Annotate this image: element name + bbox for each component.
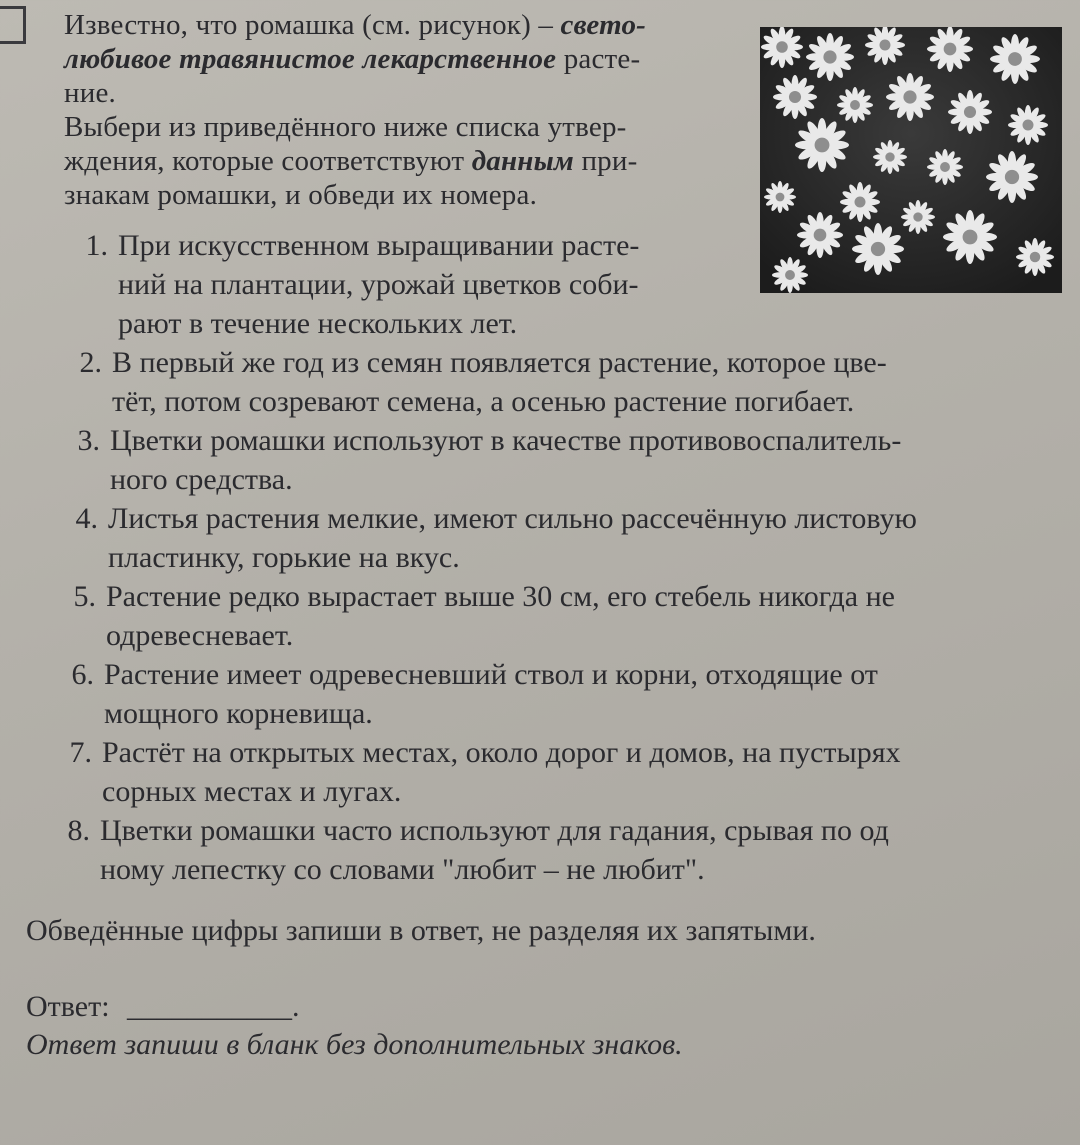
intro-line-3: ние. xyxy=(64,77,116,109)
answer-note: Ответ запиши в бланк без дополнительных знаков. xyxy=(26,1028,683,1061)
statement-line: Растёт на открытых местах, около дорог и домов, на пустырях xyxy=(102,736,901,769)
intro-line-4: Выбери из приведённого ниже списка утвер- xyxy=(64,111,627,143)
statement-line: тёт, потом созревают семена, а осенью растение погибает. xyxy=(112,385,855,418)
statement-line: пластинку, горькие на вкус. xyxy=(108,541,460,574)
statement-item-7[interactable] xyxy=(40,733,1080,811)
answer-checkbox[interactable] xyxy=(0,6,26,44)
intro-line-6: знакам ромашки, и обведи их номера. xyxy=(64,179,538,211)
intro-line-5: ждения, которые соответствуют данным при- xyxy=(64,145,638,177)
statement-line: Цветки ромашки используют в качестве противовоспалитель- xyxy=(110,424,902,457)
statement-number: 7. xyxy=(69,736,92,769)
statement-item-3[interactable] xyxy=(48,421,1080,499)
statement-line: одревесневает. xyxy=(106,619,294,652)
statement-line: сорных местах и лугах. xyxy=(102,775,402,808)
statement-number: 6. xyxy=(71,658,94,691)
statement-item-1[interactable] xyxy=(56,226,758,343)
statement-line: При искусственном выращивании расте- xyxy=(118,229,640,262)
statement-line: рают в течение нескольких лет. xyxy=(118,307,518,340)
statement-number: 3. xyxy=(77,424,100,457)
instruction-text: Обведённые цифры запиши в ответ, не разделяя их запятыми. xyxy=(26,914,816,947)
statement-line: ному лепестку со словами "любит – не любит". xyxy=(100,853,705,886)
statement-line: Листья растения мелкие, имеют сильно рассечённую листовую xyxy=(108,502,917,535)
statement-item-8[interactable] xyxy=(38,811,1080,889)
intro-line-1: Известно, что ромашка (см. рисунок) – свето- xyxy=(64,9,647,41)
statement-number: 1. xyxy=(85,229,108,262)
statement-number: 8. xyxy=(67,814,90,847)
statement-line: Растение имеет одревесневший ствол и корни, отходящие от xyxy=(104,658,878,691)
statement-number: 2. xyxy=(79,346,102,379)
statement-item-5[interactable] xyxy=(44,577,1080,655)
statement-line: ного средства. xyxy=(110,463,293,496)
statement-list xyxy=(56,226,1080,889)
statement-line: В первый же год из семян появляется растение, которое цве- xyxy=(112,346,887,379)
statement-item-2[interactable] xyxy=(50,343,1080,421)
task-intro xyxy=(64,8,754,212)
statement-line: мощного корневища. xyxy=(104,697,373,730)
statement-number: 4. xyxy=(75,502,98,535)
statement-item-6[interactable] xyxy=(42,655,1080,733)
statement-item-4[interactable] xyxy=(46,499,1080,577)
statement-line: Цветки ромашки часто используют для гадания, срывая по од xyxy=(100,814,889,847)
answer-label: Ответ: xyxy=(26,990,110,1023)
statement-line: Растение редко вырастает выше 30 см, его стебель никогда не xyxy=(106,580,895,613)
statement-number: 5. xyxy=(73,580,96,613)
statement-line: ний на плантации, урожай цветков соби- xyxy=(118,268,639,301)
answer-blank-field[interactable]: ___________. xyxy=(127,990,300,1023)
intro-line-2: любивое травянистое лекарственное расте- xyxy=(64,43,641,75)
answer-row xyxy=(26,988,300,1026)
